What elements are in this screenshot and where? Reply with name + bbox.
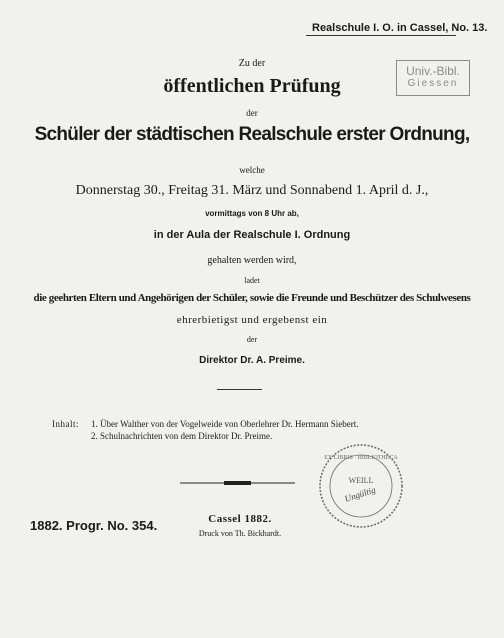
- connector-welche: welche: [239, 165, 265, 175]
- director-name: Direktor Dr. A. Preime.: [199, 355, 305, 366]
- header-rule: [306, 35, 456, 36]
- contents-label: Inhalt:: [52, 419, 79, 429]
- seal-ring-text: EX LIBRIS · BIBLIOTHECA: [324, 455, 398, 461]
- contents-item: 1. Über Walther von der Vogelweide von Oberlehrer Dr. Hermann Siebert.: [91, 419, 359, 429]
- program-number: 1882. Progr. No. 354.: [30, 518, 158, 533]
- series-reference: Realschule I. O. in Cassel, No. 13.: [312, 22, 488, 34]
- printer-line: Druck von Th. Bickhardt.: [198, 529, 282, 538]
- connector-gehalten: gehalten werden wird,: [207, 255, 297, 266]
- invitees-line: die geehrten Eltern und Angehörigen der Schüler, sowie die Freunde und Beschützer des Schulwesens: [33, 292, 471, 304]
- intro-zu-der: Zu der: [238, 58, 266, 69]
- library-stamp-line1: Univ.-Bibl.: [406, 64, 460, 78]
- exam-dates: Donnerstag 30., Freitag 31. März und Sonnabend 1. April d. J.,: [75, 183, 429, 198]
- seal-center-line2: Ungültig: [343, 484, 377, 504]
- title-line1: öffentlichen Prüfung: [163, 75, 341, 97]
- contents-item: 2. Schulnachrichten von dem Direktor Dr. Preime.: [91, 431, 273, 441]
- title-line2: Schüler der städtischen Realschule erster Ordnung,: [34, 124, 470, 145]
- connector-der-2: der: [246, 335, 258, 344]
- exam-time: vormittags von 8 Uhr ab,: [205, 209, 299, 218]
- connector-der: der: [246, 108, 258, 118]
- section-rule: [217, 389, 262, 390]
- ornamental-rule: [180, 480, 295, 486]
- closing-line: ehrerbietigst und ergebenst ein: [176, 314, 328, 326]
- library-seal: [318, 443, 404, 529]
- library-stamp-line2: Giessen: [407, 78, 459, 89]
- exam-location: in der Aula der Realschule I. Ordnung: [153, 229, 351, 241]
- seal-center-line1: WEILL: [348, 476, 374, 485]
- place-year: Cassel 1882.: [208, 513, 272, 525]
- connector-ladet: ladet: [244, 276, 260, 285]
